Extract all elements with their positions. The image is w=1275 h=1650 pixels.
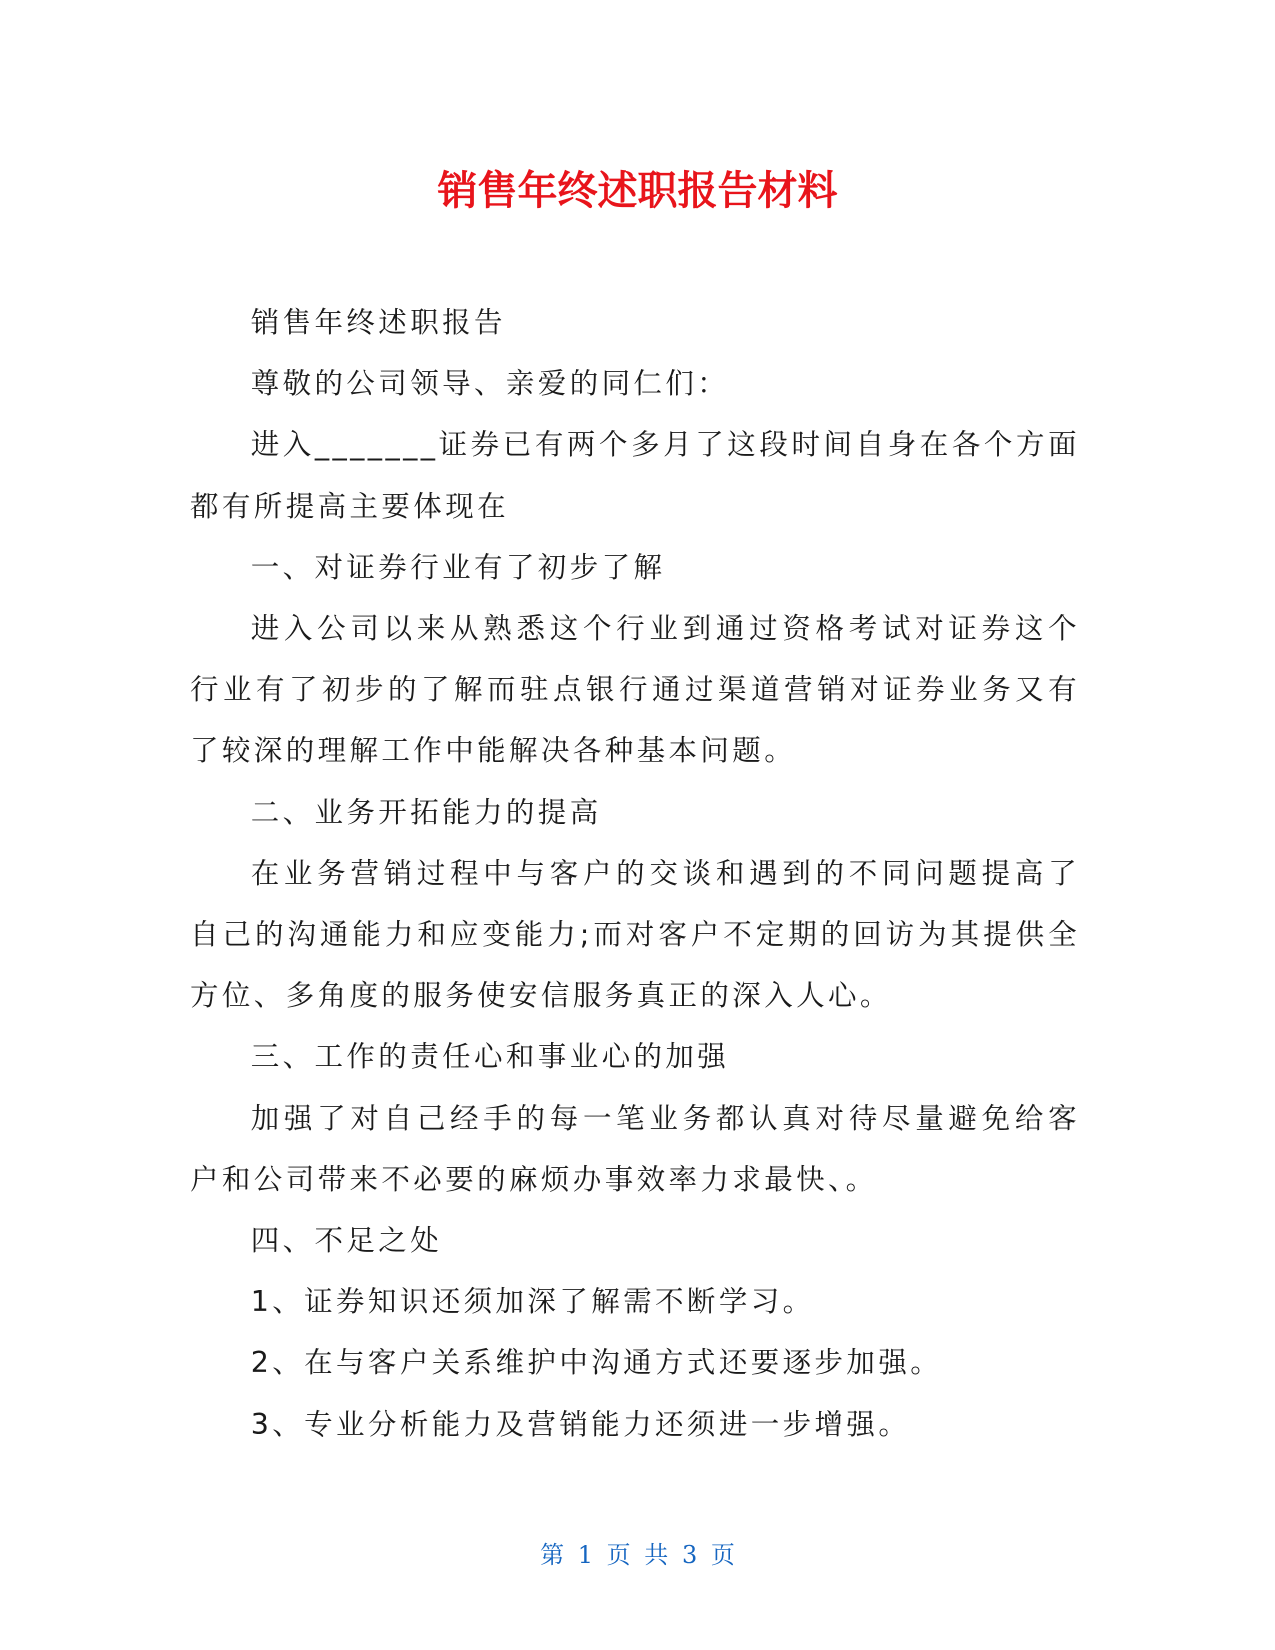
document-title: 销售年终述职报告材料 [437,168,838,214]
shortcoming-item-2: 2、在与客户关系维护中沟通方式还要逐步加强。 [250,1346,943,1380]
section-body-1: 进入公司以来从熟悉这个行业到通过资格考试对证券这个行业有了初步的了解而驻点银行通过渠道营销对证券业务又有了较深的理解工作中能解决各种基本问题。 [190,612,1080,768]
document-body [190,292,1080,1455]
section-heading-2: 二、业务开拓能力的提高 [250,795,602,829]
shortcoming-item-1: 1、证券知识还须加深了解需不断学习。 [250,1285,815,1319]
page-footer: 第 1 页 共 3 页 [540,1541,735,1569]
salutation: 尊敬的公司领导、亲爱的同仁们： [250,367,730,401]
intro-paragraph: 进入_______证券已有两个多月了这段时间自身在各个方面都有所提高主要体现在 [190,428,1080,523]
section-heading-3: 三、工作的责任心和事业心的加强 [250,1040,730,1074]
section-heading-4: 四、不足之处 [250,1224,443,1258]
section-heading-1: 一、对证券行业有了初步了解 [250,550,666,584]
section-body-3: 加强了对自己经手的每一笔业务都认真对待尽量避免给客户和公司带来不必要的麻烦办事效率力求最快、。 [190,1101,1080,1196]
shortcoming-item-3: 3、专业分析能力及营销能力还须进一步增强。 [250,1407,911,1441]
section-body-2: 在业务营销过程中与客户的交谈和遇到的不同问题提高了自己的沟通能力和应变能力;而对客户不定期的回访为其提供全方位、多角度的服务使安信服务真正的深入人心。 [190,856,1080,1013]
report-heading: 销售年终述职报告 [250,306,506,339]
